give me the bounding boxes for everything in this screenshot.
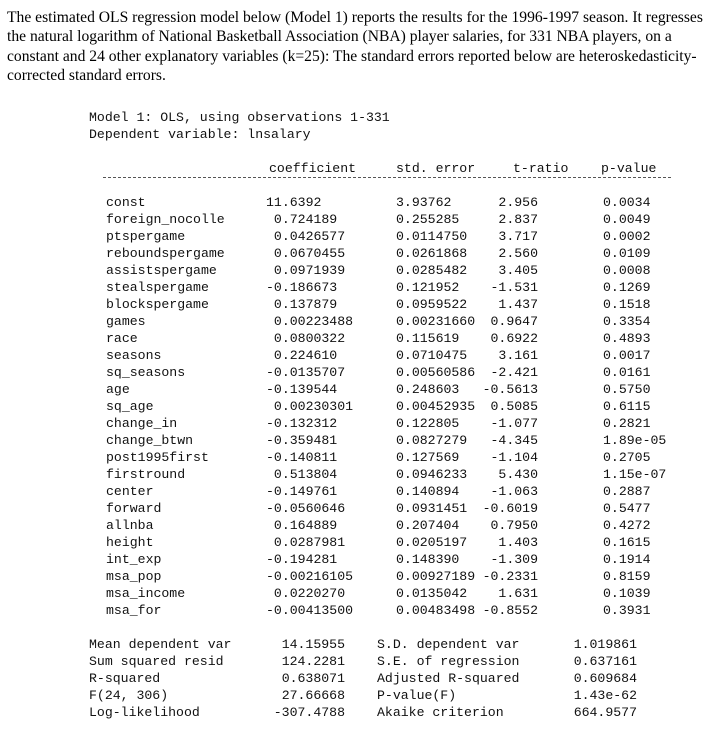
t-ratio-value: 5.430 xyxy=(498,467,538,482)
coefficient-value: 0.164889 xyxy=(266,518,338,533)
std-error-value: 0.0205197 xyxy=(396,535,468,550)
p-value-value: 0.3931 xyxy=(603,603,651,618)
p-value-value: 0.0034 xyxy=(603,195,651,210)
table-row xyxy=(0,603,722,620)
model-title: Model 1: OLS, using observations 1-331 xyxy=(89,110,390,125)
table-row xyxy=(0,399,722,416)
column-header-std-error: std. error xyxy=(396,161,476,176)
stats-row xyxy=(0,637,722,654)
variable-name: seasons xyxy=(106,348,162,363)
p-value-value: 0.4893 xyxy=(603,331,651,346)
table-row xyxy=(0,433,722,450)
std-error-value: 0.0710475 xyxy=(396,348,468,363)
table-row xyxy=(0,246,722,263)
table-row xyxy=(0,212,722,229)
std-error-value: 3.93762 xyxy=(396,195,452,210)
coefficient-value: -0.149761 xyxy=(266,484,338,499)
p-value-value: 1.15e-07 xyxy=(603,467,667,482)
table-row xyxy=(0,331,722,348)
std-error-value: 0.255285 xyxy=(396,212,460,227)
stat-value: 0.609684 xyxy=(573,671,637,686)
variable-name: games xyxy=(106,314,146,329)
table-row xyxy=(0,195,722,212)
variable-name: msa_for xyxy=(106,603,162,618)
t-ratio-value: 1.631 xyxy=(498,586,538,601)
variable-name: int_exp xyxy=(106,552,162,567)
column-header-p-value: p-value xyxy=(601,161,657,176)
table-row xyxy=(0,365,722,382)
stat-value: 0.638071 xyxy=(281,671,345,686)
stat-value: 664.9577 xyxy=(573,705,637,720)
coefficient-value: -0.0560646 xyxy=(266,501,346,516)
p-value-value: 0.1518 xyxy=(603,297,651,312)
coefficient-value: 0.0971939 xyxy=(266,263,346,278)
std-error-value: 0.0261868 xyxy=(396,246,468,261)
t-ratio-value: -1.063 xyxy=(490,484,538,499)
column-header-t-ratio: t-ratio xyxy=(513,161,569,176)
stat-value: -307.4788 xyxy=(273,705,345,720)
table-row xyxy=(0,467,722,484)
t-ratio-value: -4.345 xyxy=(490,433,538,448)
stat-label: Mean dependent var xyxy=(89,637,232,652)
std-error-value: 0.122805 xyxy=(396,416,460,431)
stat-label: Sum squared resid xyxy=(89,654,224,669)
stat-label: Log-likelihood xyxy=(89,705,200,720)
std-error-value: 0.0931451 xyxy=(396,501,468,516)
std-error-value: 0.0114750 xyxy=(396,229,468,244)
table-row xyxy=(0,297,722,314)
variable-name: msa_pop xyxy=(106,569,162,584)
table-row xyxy=(0,263,722,280)
std-error-value: 0.0135042 xyxy=(396,586,468,601)
variable-name: ptspergame xyxy=(106,229,186,244)
p-value-value: 0.2887 xyxy=(603,484,651,499)
std-error-value: 0.115619 xyxy=(396,331,460,346)
t-ratio-value: -1.531 xyxy=(490,280,538,295)
p-value-value: 0.3354 xyxy=(603,314,651,329)
p-value-value: 0.0008 xyxy=(603,263,651,278)
stat-label: S.D. dependent var xyxy=(377,637,520,652)
table-row xyxy=(0,348,722,365)
variable-name: race xyxy=(106,331,138,346)
stat-value: 0.637161 xyxy=(573,654,637,669)
std-error-value: 0.121952 xyxy=(396,280,460,295)
variable-name: foreign_nocolle xyxy=(106,212,225,227)
t-ratio-value: 2.837 xyxy=(498,212,538,227)
variable-name: sq_age xyxy=(106,399,154,414)
variable-name: const xyxy=(106,195,146,210)
stat-value: 1.019861 xyxy=(573,637,637,652)
stat-label: S.E. of regression xyxy=(377,654,520,669)
std-error-value: 0.00483498 xyxy=(396,603,476,618)
table-row xyxy=(0,416,722,433)
column-header-coefficient: coefficient xyxy=(269,161,357,176)
stat-label: Adjusted R-squared xyxy=(377,671,520,686)
t-ratio-value: -1.309 xyxy=(490,552,538,567)
t-ratio-value: 0.5085 xyxy=(490,399,538,414)
table-row xyxy=(0,586,722,603)
table-divider xyxy=(103,177,671,178)
p-value-value: 0.1039 xyxy=(603,586,651,601)
variable-name: center xyxy=(106,484,154,499)
table-row xyxy=(0,552,722,569)
t-ratio-value: 0.9647 xyxy=(490,314,538,329)
variable-name: firstround xyxy=(106,467,186,482)
stats-row xyxy=(0,671,722,688)
p-value-value: 0.0049 xyxy=(603,212,651,227)
variable-name: blockspergame xyxy=(106,297,209,312)
variable-name: age xyxy=(106,382,130,397)
std-error-value: 0.0285482 xyxy=(396,263,468,278)
t-ratio-value: 1.403 xyxy=(498,535,538,550)
t-ratio-value: 0.7950 xyxy=(490,518,538,533)
variable-name: change_btwn xyxy=(106,433,194,448)
p-value-value: 0.1914 xyxy=(603,552,651,567)
p-value-value: 0.4272 xyxy=(603,518,651,533)
coefficient-value: 0.0287981 xyxy=(266,535,346,550)
coefficient-value: 0.0220270 xyxy=(266,586,346,601)
std-error-value: 0.148390 xyxy=(396,552,460,567)
variable-name: height xyxy=(106,535,154,550)
stats-row xyxy=(0,688,722,705)
coefficient-value: -0.00216105 xyxy=(266,569,354,584)
p-value-value: 0.1615 xyxy=(603,535,651,550)
coefficient-value: -0.186673 xyxy=(266,280,338,295)
t-ratio-value: 2.956 xyxy=(498,195,538,210)
t-ratio-value: 3.717 xyxy=(498,229,538,244)
stats-row xyxy=(0,654,722,671)
variable-name: msa_income xyxy=(106,586,186,601)
coefficient-value: 11.6392 xyxy=(266,195,322,210)
p-value-value: 0.2821 xyxy=(603,416,651,431)
coefficient-value: 0.0670455 xyxy=(266,246,346,261)
std-error-value: 0.248603 xyxy=(396,382,460,397)
coefficient-value: -0.359481 xyxy=(266,433,338,448)
p-value-value: 0.0161 xyxy=(603,365,651,380)
t-ratio-value: 3.161 xyxy=(498,348,538,363)
p-value-value: 1.89e-05 xyxy=(603,433,667,448)
table-row xyxy=(0,450,722,467)
t-ratio-value: -1.104 xyxy=(490,450,538,465)
coefficient-value: 0.00230301 xyxy=(266,399,354,414)
stats-row xyxy=(0,705,722,722)
t-ratio-value: 3.405 xyxy=(498,263,538,278)
p-value-value: 0.6115 xyxy=(603,399,651,414)
table-row xyxy=(0,484,722,501)
std-error-value: 0.00927189 xyxy=(396,569,476,584)
std-error-value: 0.0946233 xyxy=(396,467,468,482)
variable-name: post1995first xyxy=(106,450,209,465)
coefficient-value: -0.0135707 xyxy=(266,365,346,380)
coefficient-value: -0.00413500 xyxy=(266,603,354,618)
table-row xyxy=(0,229,722,246)
std-error-value: 0.207404 xyxy=(396,518,460,533)
table-row xyxy=(0,314,722,331)
stat-value: 27.66668 xyxy=(281,688,345,703)
variable-name: reboundspergame xyxy=(106,246,225,261)
variable-name: assistspergame xyxy=(106,263,217,278)
stat-label: P-value(F) xyxy=(377,688,457,703)
coefficient-value: 0.137879 xyxy=(266,297,338,312)
t-ratio-value: -2.421 xyxy=(490,365,538,380)
t-ratio-value: -0.5613 xyxy=(482,382,538,397)
coefficient-value: -0.132312 xyxy=(266,416,338,431)
std-error-value: 0.00560586 xyxy=(396,365,476,380)
variable-name: forward xyxy=(106,501,162,516)
table-row xyxy=(0,569,722,586)
table-row xyxy=(0,501,722,518)
variable-name: stealspergame xyxy=(106,280,209,295)
stat-value: 124.2281 xyxy=(281,654,345,669)
p-value-value: 0.0109 xyxy=(603,246,651,261)
p-value-value: 0.1269 xyxy=(603,280,651,295)
table-row xyxy=(0,280,722,297)
coefficient-value: -0.139544 xyxy=(266,382,338,397)
intro-paragraph: The estimated OLS regression model below (Model 1) reports the results for the 1996-1997 season. It regresses the natural logarithm of National Basketball Association (NBA) player salaries, for 331 NBA players, on a constant and 24 other explanatory variables (k=25): The standard errors reported below are heteroskedasticity-corrected standard errors. xyxy=(7,9,703,85)
table-row xyxy=(0,535,722,552)
t-ratio-value: -1.077 xyxy=(490,416,538,431)
std-error-value: 0.00231660 xyxy=(396,314,476,329)
t-ratio-value: -0.8552 xyxy=(482,603,538,618)
dependent-variable: Dependent variable: lnsalary xyxy=(89,127,311,142)
table-row xyxy=(0,518,722,535)
table-row xyxy=(0,382,722,399)
variable-name: change_in xyxy=(106,416,178,431)
coefficient-value: 0.0426577 xyxy=(266,229,346,244)
std-error-value: 0.00452935 xyxy=(396,399,476,414)
variable-name: allnba xyxy=(106,518,154,533)
coefficient-value: 0.0800322 xyxy=(266,331,346,346)
variable-name: sq_seasons xyxy=(106,365,186,380)
p-value-value: 0.0002 xyxy=(603,229,651,244)
p-value-value: 0.5750 xyxy=(603,382,651,397)
t-ratio-value: -0.2331 xyxy=(482,569,538,584)
t-ratio-value: 0.6922 xyxy=(490,331,538,346)
p-value-value: 0.2705 xyxy=(603,450,651,465)
coefficient-value: -0.140811 xyxy=(266,450,338,465)
p-value-value: 0.5477 xyxy=(603,501,651,516)
std-error-value: 0.0827279 xyxy=(396,433,468,448)
p-value-value: 0.8159 xyxy=(603,569,651,584)
p-value-value: 0.0017 xyxy=(603,348,651,363)
std-error-value: 0.127569 xyxy=(396,450,460,465)
stat-value: 14.15955 xyxy=(281,637,345,652)
coefficient-value: 0.00223488 xyxy=(266,314,354,329)
stat-label: R-squared xyxy=(89,671,161,686)
t-ratio-value: -0.6019 xyxy=(482,501,538,516)
std-error-value: 0.140894 xyxy=(396,484,460,499)
stat-label: F(24, 306) xyxy=(89,688,169,703)
t-ratio-value: 2.560 xyxy=(498,246,538,261)
stat-value: 1.43e-62 xyxy=(573,688,637,703)
std-error-value: 0.0959522 xyxy=(396,297,468,312)
t-ratio-value: 1.437 xyxy=(498,297,538,312)
coefficient-value: 0.513804 xyxy=(266,467,338,482)
coefficient-value: 0.724189 xyxy=(266,212,338,227)
stat-label: Akaike criterion xyxy=(377,705,504,720)
coefficient-value: -0.194281 xyxy=(266,552,338,567)
coefficient-value: 0.224610 xyxy=(266,348,338,363)
